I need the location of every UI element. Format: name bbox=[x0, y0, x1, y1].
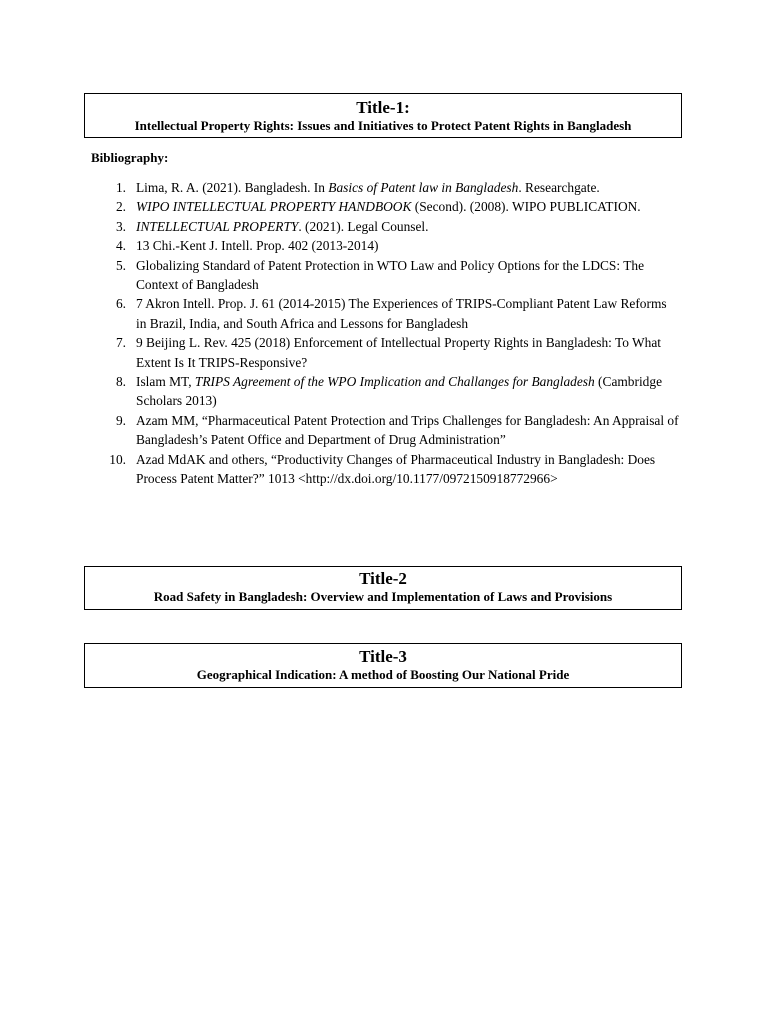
title-2-subtitle: Road Safety in Bangladesh: Overview and Implementation of Laws and Provisions bbox=[153, 589, 613, 604]
title-2-heading: Title-2 bbox=[359, 569, 407, 588]
bibliography-item-text: (Second). (2008). WIPO PUBLICATION. bbox=[411, 199, 641, 215]
bibliography-item-number: 9. bbox=[115, 412, 126, 428]
bibliography-item-text: Azad MdAK and others, “Productivity Changes of Pharmaceutical Industry in Bangladesh: Does Process Patent Matter?” 1013 <http://dx.doi.org/10.1177/0972150918772966> bbox=[136, 451, 656, 487]
bibliography-item-number: 5. bbox=[115, 257, 126, 273]
title-3-subtitle: Geographical Indication: A method of Boosting Our National Pride bbox=[196, 667, 570, 682]
bibliography-item-number: 1. bbox=[115, 180, 126, 195]
bibliography-item bbox=[108, 372, 680, 411]
bibliography-item-text: (Cambridge Scholars 2013) bbox=[136, 374, 663, 409]
bibliography-item-text: 13 Chi.-Kent J. Intell. Prop. 402 (2013-2014) bbox=[136, 238, 379, 254]
bibliography-item-text: Globalizing Standard of Patent Protection in WTO Law and Policy Options for the LDCS: The Context of Bangladesh bbox=[136, 257, 645, 293]
title-1-heading: Title-1: bbox=[356, 98, 410, 117]
title-1-box bbox=[84, 93, 682, 138]
bibliography-item bbox=[108, 197, 680, 216]
bibliography-item-number: 3. bbox=[115, 218, 126, 234]
bibliography-heading: Bibliography: bbox=[91, 150, 169, 165]
bibliography-item bbox=[108, 236, 680, 255]
bibliography-item bbox=[108, 411, 680, 450]
bibliography-item-number: 2. bbox=[115, 199, 126, 215]
bibliography-item-title: INTELLECTUAL PROPERTY bbox=[136, 218, 299, 234]
bibliography-item-text: . Researchgate. bbox=[518, 180, 600, 195]
bibliography-item-number: 8. bbox=[115, 374, 126, 390]
title-3-heading: Title-3 bbox=[359, 647, 407, 666]
bibliography-item-title: WIPO INTELLECTUAL PROPERTY HANDBOOK bbox=[136, 199, 412, 215]
bibliography-item bbox=[108, 256, 680, 295]
bibliography-item-number: 7. bbox=[115, 335, 126, 351]
bibliography-item-text: Islam MT, bbox=[136, 374, 195, 390]
bibliography-item-title: TRIPS Agreement of the WPO Implication and Challanges for Bangladesh bbox=[194, 374, 595, 390]
bibliography-item bbox=[108, 217, 680, 236]
title-3-box bbox=[84, 643, 682, 688]
bibliography-item-number: 10. bbox=[109, 451, 126, 467]
bibliography-item bbox=[108, 333, 680, 372]
bibliography-item-title: Basics of Patent law in Bangladesh bbox=[328, 180, 519, 195]
bibliography-item bbox=[108, 178, 680, 197]
bibliography-item-text: 7 Akron Intell. Prop. J. 61 (2014-2015) The Experiences of TRIPS-Compliant Patent Law Reforms in Brazil, India, and South Africa and Lessons for Bangladesh bbox=[136, 296, 667, 331]
bibliography-item-text: Azam MM, “Pharmaceutical Patent Protection and Trips Challenges for Bangladesh: An Appraisal of Bangladesh’s Patent Office and Department of Drug Administration” bbox=[136, 412, 679, 448]
title-2-box bbox=[84, 566, 682, 610]
bibliography-item-text: . (2021). Legal Counsel. bbox=[298, 218, 429, 234]
bibliography-item-text: 9 Beijing L. Rev. 425 (2018) Enforcement of Intellectual Property Rights in Bangladesh: To What Extent Is It TRIPS-Responsive? bbox=[136, 335, 662, 370]
bibliography-item-number: 4. bbox=[115, 238, 126, 254]
bibliography-item-number: 6. bbox=[115, 296, 126, 312]
title-1-subtitle: Intellectual Property Rights: Issues and Initiatives to Protect Patent Rights in Bangladesh bbox=[134, 118, 632, 133]
bibliography-item-text: Lima, R. A. (2021). Bangladesh. In bbox=[136, 180, 329, 195]
bibliography-item bbox=[108, 294, 680, 333]
bibliography-item bbox=[108, 450, 680, 489]
bibliography-list bbox=[108, 178, 680, 489]
